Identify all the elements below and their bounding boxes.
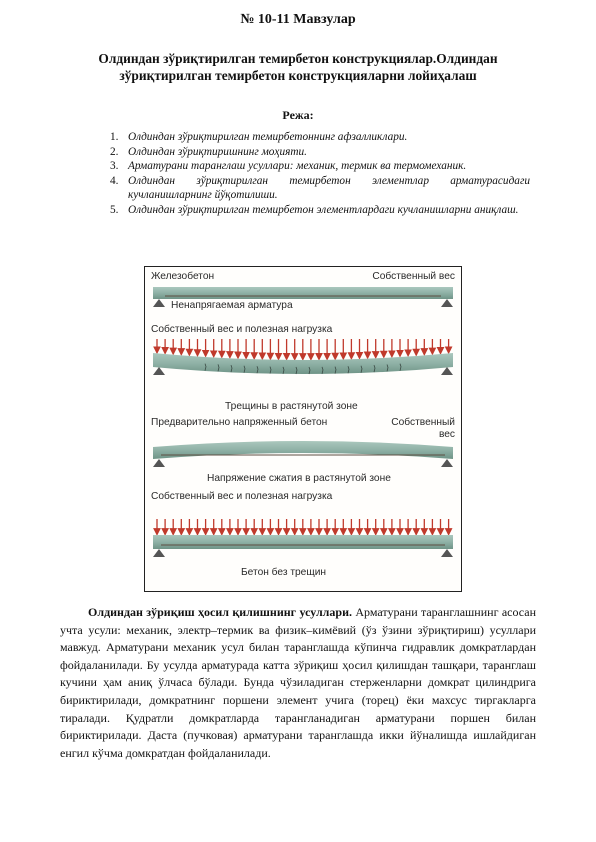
- plan-list: [110, 130, 530, 218]
- label-prestressed: Предварительно напряженный бетон: [151, 417, 328, 428]
- support-left-icon: [153, 367, 165, 375]
- support-left-icon: [153, 299, 165, 307]
- beam-comparison-figure: [144, 266, 462, 592]
- beam-3-prestressed: [153, 441, 453, 459]
- plan-heading: Режа:: [282, 108, 314, 122]
- beam-4-loaded: [153, 535, 453, 549]
- label-reinforced-concrete: Железобетон: [151, 271, 215, 282]
- load-arrows-2: [157, 519, 449, 532]
- plan-item: 1. Олдиндан зўриқтирилган темирбетоннинг афзалликлари.: [110, 131, 408, 143]
- label-self-weight: Собственный вес: [372, 271, 455, 282]
- support-right-icon: [441, 367, 453, 375]
- label-cracks: Трещины в растянутой зоне: [225, 401, 358, 412]
- body-paragraph: [60, 604, 536, 762]
- label-no-cracks: Бетон без трещин: [241, 567, 327, 578]
- plan-item: 4. Олдиндан зўриқтирилган темирбетон элементлар арматурасидаги кучланишларнинг йўқотилиши.: [110, 174, 530, 202]
- label-compression: Напряжение сжатия в растянутой зоне: [207, 473, 391, 484]
- label-load: Собственный вес и полезная нагрузка: [151, 491, 333, 502]
- document-title: Олдиндан зўриқтирилган темирбетон конструкциялар.Олдиндан зўриқтирилган темирбетон конструкцияларни лойиҳалаш: [98, 51, 498, 83]
- beam-diagram: [145, 267, 461, 591]
- support-right-icon: [441, 459, 453, 467]
- paragraph-text: Арматурани таранглашнинг асосан учта усули: механик, электр–термик ва физик–кимёвий (ўз ўзини зўриқтириш) усуллари мавжуд. Арматурани механик усул билан таранглашда кўпинча гидравлик домкратлардан фойдаланилади. Бу усулда арматурада катта зўриқиш ҳосил қилишдан ташқари, таранглаш кучини ҳам аниқ ўлчаса бўлади. Бунда чўзиладиган стерженларни домкрат цилиндрига бириктирилади, домкратнинг поршени элемент учига (торец) ёки махсус тиргакларга тиралади. Қудратли домкратларда тарангланадиган арматурани поршен билан бириктирилади. Даста (пучковая) арматурани таранглашда икки йўналишда ишлайдиган енгил кўчма домкратдан фойдаланилади.: [60, 605, 536, 760]
- label-self-weight-a: Собственный: [391, 417, 455, 428]
- load-arrows-1: [157, 339, 449, 357]
- support-right-icon: [441, 299, 453, 307]
- label-load: Собственный вес и полезная нагрузка: [151, 324, 333, 335]
- support-left-icon: [153, 549, 165, 557]
- plan-item: 5. Олдиндан зўриқтирилган темирбетон элементлардаги кучланишларни аниқлаш.: [110, 203, 519, 216]
- support-right-icon: [441, 549, 453, 557]
- support-left-icon: [153, 459, 165, 467]
- lesson-number: № 10-11 Мавзулар: [240, 12, 356, 27]
- plan-item: 2. Олдиндан зўриқтиришнинг моҳияти.: [110, 145, 307, 158]
- paragraph-lead: Олдиндан зўриқиш ҳосил қилишнинг усуллари.: [88, 605, 353, 619]
- label-self-weight-b: вес: [438, 429, 455, 440]
- plan-item: 3. Арматурани таранглаш усуллари: механик, термик ва термомеханик.: [110, 160, 467, 173]
- beam-1: [153, 287, 453, 299]
- label-unstressed-rebar: Ненапрягаемая арматура: [171, 300, 293, 311]
